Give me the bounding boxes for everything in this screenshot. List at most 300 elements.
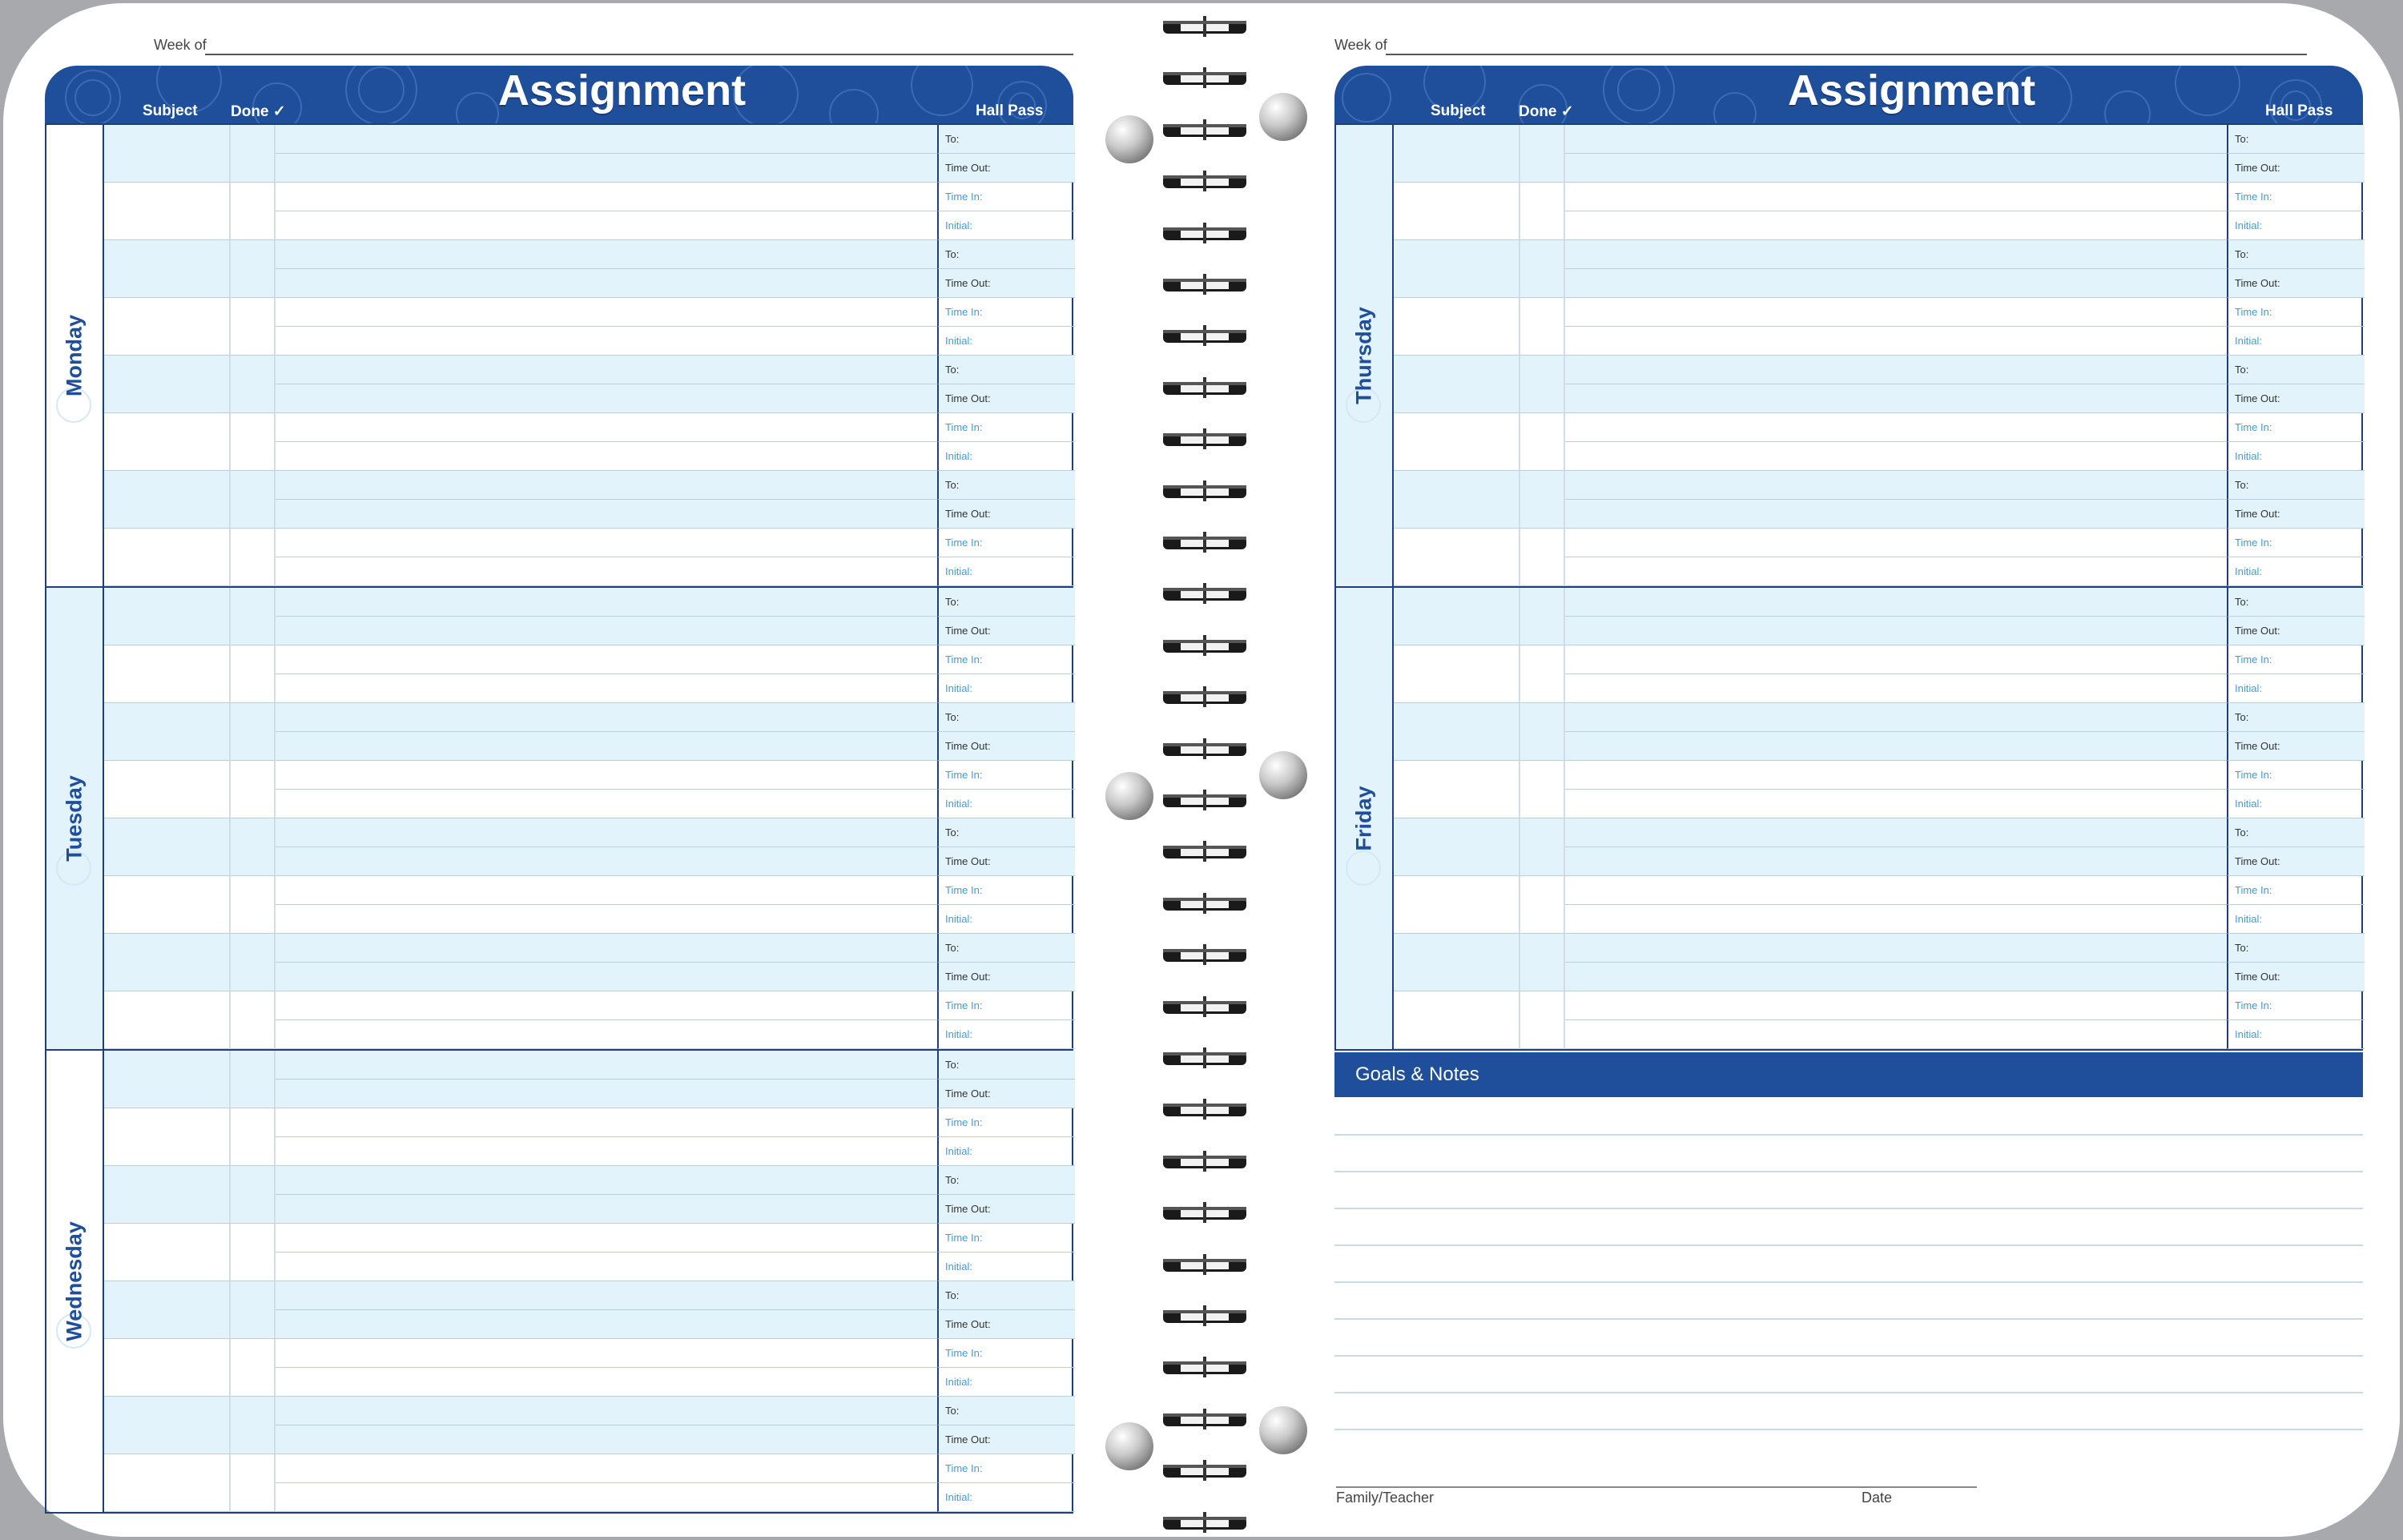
subject-cell[interactable] (1394, 761, 1520, 790)
hall-pass-cell[interactable] (937, 1080, 1075, 1108)
done-checkbox-cell[interactable] (1520, 500, 1565, 529)
hall-pass-cell[interactable] (937, 1281, 1075, 1310)
assignment-cell[interactable] (1565, 442, 2227, 471)
subject-cell[interactable] (104, 529, 231, 557)
subject-cell[interactable] (1394, 327, 1520, 356)
hall-pass-cell[interactable] (937, 384, 1075, 413)
assignment-cell[interactable] (276, 703, 937, 732)
assignment-cell[interactable] (276, 240, 937, 269)
subject-cell[interactable] (104, 211, 231, 240)
hall-pass-cell[interactable] (2227, 240, 2365, 269)
hall-pass-cell[interactable] (2227, 125, 2365, 154)
assignment-cell[interactable] (276, 1253, 937, 1281)
done-checkbox-cell[interactable] (231, 991, 276, 1020)
done-checkbox-cell[interactable] (231, 1224, 276, 1253)
assignment-cell[interactable] (276, 1454, 937, 1483)
hall-pass-cell[interactable] (937, 557, 1075, 586)
assignment-cell[interactable] (1565, 154, 2227, 183)
done-checkbox-cell[interactable] (231, 847, 276, 876)
assignment-cell[interactable] (1565, 211, 2227, 240)
hall-pass-cell[interactable] (2227, 790, 2365, 818)
done-checkbox-cell[interactable] (231, 732, 276, 761)
subject-cell[interactable] (104, 384, 231, 413)
assignment-cell[interactable] (276, 1166, 937, 1195)
assignment-cell[interactable] (276, 471, 937, 500)
assignment-cell[interactable] (276, 1020, 937, 1049)
assignment-cell[interactable] (1565, 674, 2227, 703)
done-checkbox-cell[interactable] (1520, 183, 1565, 211)
done-checkbox-cell[interactable] (1520, 617, 1565, 645)
done-checkbox-cell[interactable] (1520, 298, 1565, 327)
done-checkbox-cell[interactable] (231, 876, 276, 905)
subject-cell[interactable] (104, 876, 231, 905)
subject-cell[interactable] (1394, 674, 1520, 703)
done-checkbox-cell[interactable] (231, 529, 276, 557)
subject-cell[interactable] (104, 154, 231, 183)
hall-pass-cell[interactable] (937, 790, 1075, 818)
done-checkbox-cell[interactable] (231, 1425, 276, 1454)
done-checkbox-cell[interactable] (231, 674, 276, 703)
subject-cell[interactable] (1394, 154, 1520, 183)
subject-cell[interactable] (1394, 500, 1520, 529)
done-checkbox-cell[interactable] (231, 1137, 276, 1166)
assignment-cell[interactable] (276, 327, 937, 356)
hall-pass-cell[interactable] (2227, 876, 2365, 905)
assignment-cell[interactable] (276, 298, 937, 327)
subject-cell[interactable] (104, 557, 231, 586)
done-checkbox-cell[interactable] (231, 1195, 276, 1224)
subject-cell[interactable] (104, 645, 231, 674)
subject-cell[interactable] (1394, 732, 1520, 761)
done-checkbox-cell[interactable] (1520, 327, 1565, 356)
assignment-cell[interactable] (1565, 905, 2227, 934)
assignment-cell[interactable] (276, 1425, 937, 1454)
assignment-cell[interactable] (276, 1051, 937, 1080)
assignment-cell[interactable] (276, 1339, 937, 1368)
hall-pass-cell[interactable] (937, 1397, 1075, 1425)
hall-pass-cell[interactable] (937, 876, 1075, 905)
assignment-cell[interactable] (276, 905, 937, 934)
done-checkbox-cell[interactable] (1520, 413, 1565, 442)
done-checkbox-cell[interactable] (1520, 876, 1565, 905)
hall-pass-cell[interactable] (937, 500, 1075, 529)
hall-pass-cell[interactable] (937, 1339, 1075, 1368)
subject-cell[interactable] (104, 761, 231, 790)
assignment-cell[interactable] (1565, 703, 2227, 732)
assignment-cell[interactable] (1565, 732, 2227, 761)
hall-pass-cell[interactable] (937, 1454, 1075, 1483)
done-checkbox-cell[interactable] (231, 588, 276, 617)
done-checkbox-cell[interactable] (1520, 588, 1565, 617)
subject-cell[interactable] (1394, 963, 1520, 991)
subject-cell[interactable] (104, 790, 231, 818)
subject-cell[interactable] (104, 500, 231, 529)
subject-cell[interactable] (104, 327, 231, 356)
done-checkbox-cell[interactable] (1520, 645, 1565, 674)
done-checkbox-cell[interactable] (231, 1368, 276, 1397)
hall-pass-cell[interactable] (937, 1195, 1075, 1224)
done-checkbox-cell[interactable] (231, 211, 276, 240)
subject-cell[interactable] (104, 617, 231, 645)
hall-pass-cell[interactable] (2227, 413, 2365, 442)
subject-cell[interactable] (104, 588, 231, 617)
subject-cell[interactable] (1394, 298, 1520, 327)
done-checkbox-cell[interactable] (231, 1310, 276, 1339)
hall-pass-cell[interactable] (2227, 356, 2365, 384)
assignment-cell[interactable] (276, 790, 937, 818)
subject-cell[interactable] (104, 818, 231, 847)
hall-pass-cell[interactable] (2227, 327, 2365, 356)
hall-pass-cell[interactable] (937, 1253, 1075, 1281)
subject-cell[interactable] (104, 674, 231, 703)
hall-pass-cell[interactable] (2227, 500, 2365, 529)
assignment-cell[interactable] (1565, 298, 2227, 327)
hall-pass-cell[interactable] (937, 125, 1075, 154)
hall-pass-cell[interactable] (2227, 1020, 2365, 1049)
done-checkbox-cell[interactable] (231, 1483, 276, 1512)
hall-pass-cell[interactable] (2227, 934, 2365, 963)
hall-pass-cell[interactable] (937, 991, 1075, 1020)
assignment-cell[interactable] (276, 876, 937, 905)
hall-pass-cell[interactable] (2227, 298, 2365, 327)
hall-pass-cell[interactable] (937, 211, 1075, 240)
hall-pass-cell[interactable] (937, 617, 1075, 645)
done-checkbox-cell[interactable] (231, 761, 276, 790)
assignment-cell[interactable] (1565, 645, 2227, 674)
hall-pass-cell[interactable] (937, 905, 1075, 934)
subject-cell[interactable] (1394, 905, 1520, 934)
subject-cell[interactable] (104, 1281, 231, 1310)
done-checkbox-cell[interactable] (231, 1020, 276, 1049)
hall-pass-cell[interactable] (937, 1137, 1075, 1166)
subject-cell[interactable] (1394, 471, 1520, 500)
hall-pass-cell[interactable] (937, 1224, 1075, 1253)
done-checkbox-cell[interactable] (231, 298, 276, 327)
subject-cell[interactable] (104, 1253, 231, 1281)
assignment-cell[interactable] (276, 761, 937, 790)
done-checkbox-cell[interactable] (1520, 211, 1565, 240)
subject-cell[interactable] (104, 298, 231, 327)
subject-cell[interactable] (104, 1310, 231, 1339)
done-checkbox-cell[interactable] (1520, 934, 1565, 963)
assignment-cell[interactable] (1565, 384, 2227, 413)
assignment-cell[interactable] (276, 1368, 937, 1397)
hall-pass-cell[interactable] (2227, 905, 2365, 934)
week-of-line[interactable] (1386, 54, 2307, 55)
done-checkbox-cell[interactable] (1520, 384, 1565, 413)
assignment-cell[interactable] (1565, 588, 2227, 617)
assignment-cell[interactable] (1565, 790, 2227, 818)
subject-cell[interactable] (1394, 442, 1520, 471)
assignment-cell[interactable] (276, 818, 937, 847)
done-checkbox-cell[interactable] (1520, 557, 1565, 586)
done-checkbox-cell[interactable] (1520, 761, 1565, 790)
hall-pass-cell[interactable] (2227, 847, 2365, 876)
hall-pass-cell[interactable] (937, 327, 1075, 356)
done-checkbox-cell[interactable] (1520, 1020, 1565, 1049)
done-checkbox-cell[interactable] (1520, 991, 1565, 1020)
assignment-cell[interactable] (276, 617, 937, 645)
hall-pass-cell[interactable] (2227, 645, 2365, 674)
assignment-cell[interactable] (1565, 761, 2227, 790)
hall-pass-cell[interactable] (2227, 442, 2365, 471)
done-checkbox-cell[interactable] (231, 442, 276, 471)
done-checkbox-cell[interactable] (231, 645, 276, 674)
assignment-cell[interactable] (276, 211, 937, 240)
done-checkbox-cell[interactable] (1520, 269, 1565, 298)
hall-pass-cell[interactable] (937, 1108, 1075, 1137)
hall-pass-cell[interactable] (2227, 963, 2365, 991)
subject-cell[interactable] (1394, 991, 1520, 1020)
subject-cell[interactable] (1394, 557, 1520, 586)
done-checkbox-cell[interactable] (1520, 240, 1565, 269)
subject-cell[interactable] (104, 1195, 231, 1224)
hall-pass-cell[interactable] (937, 674, 1075, 703)
assignment-cell[interactable] (1565, 125, 2227, 154)
hall-pass-cell[interactable] (937, 588, 1075, 617)
subject-cell[interactable] (1394, 1020, 1520, 1049)
subject-cell[interactable] (1394, 529, 1520, 557)
subject-cell[interactable] (104, 1051, 231, 1080)
hall-pass-cell[interactable] (937, 761, 1075, 790)
hall-pass-cell[interactable] (937, 847, 1075, 876)
assignment-cell[interactable] (276, 442, 937, 471)
subject-cell[interactable] (104, 1368, 231, 1397)
hall-pass-cell[interactable] (937, 1310, 1075, 1339)
assignment-cell[interactable] (1565, 327, 2227, 356)
assignment-cell[interactable] (1565, 876, 2227, 905)
subject-cell[interactable] (104, 1020, 231, 1049)
assignment-cell[interactable] (276, 1310, 937, 1339)
done-checkbox-cell[interactable] (231, 1454, 276, 1483)
subject-cell[interactable] (104, 183, 231, 211)
assignment-cell[interactable] (276, 1195, 937, 1224)
hall-pass-cell[interactable] (2227, 674, 2365, 703)
assignment-cell[interactable] (276, 413, 937, 442)
subject-cell[interactable] (104, 1108, 231, 1137)
assignment-cell[interactable] (276, 125, 937, 154)
done-checkbox-cell[interactable] (231, 1339, 276, 1368)
hall-pass-cell[interactable] (937, 240, 1075, 269)
hall-pass-cell[interactable] (2227, 154, 2365, 183)
done-checkbox-cell[interactable] (231, 1051, 276, 1080)
hall-pass-cell[interactable] (2227, 991, 2365, 1020)
hall-pass-cell[interactable] (937, 529, 1075, 557)
subject-cell[interactable] (1394, 183, 1520, 211)
done-checkbox-cell[interactable] (231, 356, 276, 384)
assignment-cell[interactable] (276, 847, 937, 876)
hall-pass-cell[interactable] (2227, 818, 2365, 847)
hall-pass-cell[interactable] (937, 269, 1075, 298)
hall-pass-cell[interactable] (2227, 557, 2365, 586)
done-checkbox-cell[interactable] (231, 125, 276, 154)
assignment-cell[interactable] (1565, 471, 2227, 500)
subject-cell[interactable] (104, 991, 231, 1020)
subject-cell[interactable] (1394, 356, 1520, 384)
assignment-cell[interactable] (1565, 934, 2227, 963)
hall-pass-cell[interactable] (937, 183, 1075, 211)
assignment-cell[interactable] (276, 183, 937, 211)
hall-pass-cell[interactable] (937, 703, 1075, 732)
subject-cell[interactable] (1394, 934, 1520, 963)
hall-pass-cell[interactable] (2227, 703, 2365, 732)
subject-cell[interactable] (104, 1425, 231, 1454)
hall-pass-cell[interactable] (937, 818, 1075, 847)
assignment-cell[interactable] (1565, 847, 2227, 876)
subject-cell[interactable] (104, 1224, 231, 1253)
done-checkbox-cell[interactable] (1520, 703, 1565, 732)
assignment-cell[interactable] (1565, 963, 2227, 991)
note-line[interactable] (1334, 1355, 2363, 1357)
done-checkbox-cell[interactable] (1520, 847, 1565, 876)
hall-pass-cell[interactable] (937, 356, 1075, 384)
done-checkbox-cell[interactable] (231, 183, 276, 211)
assignment-cell[interactable] (276, 356, 937, 384)
assignment-cell[interactable] (1565, 818, 2227, 847)
assignment-cell[interactable] (276, 557, 937, 586)
subject-cell[interactable] (1394, 703, 1520, 732)
subject-cell[interactable] (104, 240, 231, 269)
subject-cell[interactable] (1394, 413, 1520, 442)
subject-cell[interactable] (104, 1483, 231, 1512)
done-checkbox-cell[interactable] (1520, 674, 1565, 703)
assignment-cell[interactable] (1565, 557, 2227, 586)
subject-cell[interactable] (104, 847, 231, 876)
hall-pass-cell[interactable] (2227, 732, 2365, 761)
done-checkbox-cell[interactable] (1520, 790, 1565, 818)
subject-cell[interactable] (1394, 818, 1520, 847)
done-checkbox-cell[interactable] (231, 413, 276, 442)
subject-cell[interactable] (1394, 790, 1520, 818)
hall-pass-cell[interactable] (2227, 269, 2365, 298)
done-checkbox-cell[interactable] (231, 963, 276, 991)
hall-pass-cell[interactable] (937, 934, 1075, 963)
hall-pass-cell[interactable] (937, 1425, 1075, 1454)
hall-pass-cell[interactable] (2227, 471, 2365, 500)
subject-cell[interactable] (104, 1080, 231, 1108)
hall-pass-cell[interactable] (937, 298, 1075, 327)
subject-cell[interactable] (104, 1339, 231, 1368)
hall-pass-cell[interactable] (937, 963, 1075, 991)
note-line[interactable] (1334, 1244, 2363, 1246)
assignment-cell[interactable] (276, 732, 937, 761)
subject-cell[interactable] (1394, 240, 1520, 269)
done-checkbox-cell[interactable] (231, 905, 276, 934)
assignment-cell[interactable] (1565, 183, 2227, 211)
done-checkbox-cell[interactable] (1520, 732, 1565, 761)
done-checkbox-cell[interactable] (1520, 905, 1565, 934)
week-of-line[interactable] (205, 54, 1073, 55)
hall-pass-cell[interactable] (937, 413, 1075, 442)
subject-cell[interactable] (104, 1166, 231, 1195)
subject-cell[interactable] (104, 125, 231, 154)
assignment-cell[interactable] (276, 934, 937, 963)
done-checkbox-cell[interactable] (231, 934, 276, 963)
done-checkbox-cell[interactable] (231, 154, 276, 183)
subject-cell[interactable] (1394, 269, 1520, 298)
done-checkbox-cell[interactable] (231, 384, 276, 413)
subject-cell[interactable] (104, 1137, 231, 1166)
hall-pass-cell[interactable] (937, 1051, 1075, 1080)
done-checkbox-cell[interactable] (231, 703, 276, 732)
hall-pass-cell[interactable] (937, 1483, 1075, 1512)
done-checkbox-cell[interactable] (231, 557, 276, 586)
assignment-cell[interactable] (1565, 500, 2227, 529)
assignment-cell[interactable] (276, 1080, 937, 1108)
hall-pass-cell[interactable] (2227, 588, 2365, 617)
assignment-cell[interactable] (276, 1137, 937, 1166)
assignment-cell[interactable] (1565, 240, 2227, 269)
hall-pass-cell[interactable] (2227, 761, 2365, 790)
done-checkbox-cell[interactable] (231, 1166, 276, 1195)
subject-cell[interactable] (104, 356, 231, 384)
done-checkbox-cell[interactable] (231, 1281, 276, 1310)
hall-pass-cell[interactable] (937, 154, 1075, 183)
assignment-cell[interactable] (276, 1483, 937, 1512)
assignment-cell[interactable] (276, 963, 937, 991)
done-checkbox-cell[interactable] (231, 1253, 276, 1281)
subject-cell[interactable] (1394, 125, 1520, 154)
done-checkbox-cell[interactable] (231, 790, 276, 818)
done-checkbox-cell[interactable] (1520, 471, 1565, 500)
assignment-cell[interactable] (276, 269, 937, 298)
done-checkbox-cell[interactable] (231, 471, 276, 500)
subject-cell[interactable] (104, 732, 231, 761)
assignment-cell[interactable] (276, 154, 937, 183)
assignment-cell[interactable] (276, 674, 937, 703)
note-line[interactable] (1334, 1134, 2363, 1136)
subject-cell[interactable] (104, 269, 231, 298)
done-checkbox-cell[interactable] (231, 617, 276, 645)
note-line[interactable] (1334, 1171, 2363, 1172)
done-checkbox-cell[interactable] (231, 327, 276, 356)
note-line[interactable] (1334, 1208, 2363, 1209)
hall-pass-cell[interactable] (937, 732, 1075, 761)
subject-cell[interactable] (1394, 384, 1520, 413)
done-checkbox-cell[interactable] (231, 1397, 276, 1425)
done-checkbox-cell[interactable] (1520, 125, 1565, 154)
done-checkbox-cell[interactable] (1520, 356, 1565, 384)
subject-cell[interactable] (104, 471, 231, 500)
subject-cell[interactable] (104, 1454, 231, 1483)
hall-pass-cell[interactable] (2227, 529, 2365, 557)
assignment-cell[interactable] (276, 645, 937, 674)
assignment-cell[interactable] (276, 1108, 937, 1137)
hall-pass-cell[interactable] (937, 1166, 1075, 1195)
done-checkbox-cell[interactable] (231, 269, 276, 298)
subject-cell[interactable] (104, 442, 231, 471)
subject-cell[interactable] (1394, 876, 1520, 905)
subject-cell[interactable] (1394, 645, 1520, 674)
assignment-cell[interactable] (276, 1397, 937, 1425)
hall-pass-cell[interactable] (937, 645, 1075, 674)
hall-pass-cell[interactable] (2227, 211, 2365, 240)
assignment-cell[interactable] (1565, 1020, 2227, 1049)
assignment-cell[interactable] (1565, 529, 2227, 557)
done-checkbox-cell[interactable] (1520, 963, 1565, 991)
done-checkbox-cell[interactable] (231, 500, 276, 529)
done-checkbox-cell[interactable] (1520, 442, 1565, 471)
note-line[interactable] (1334, 1281, 2363, 1283)
assignment-cell[interactable] (1565, 991, 2227, 1020)
done-checkbox-cell[interactable] (1520, 818, 1565, 847)
hall-pass-cell[interactable] (937, 471, 1075, 500)
subject-cell[interactable] (104, 963, 231, 991)
assignment-cell[interactable] (276, 1224, 937, 1253)
subject-cell[interactable] (1394, 617, 1520, 645)
assignment-cell[interactable] (1565, 617, 2227, 645)
assignment-cell[interactable] (276, 991, 937, 1020)
